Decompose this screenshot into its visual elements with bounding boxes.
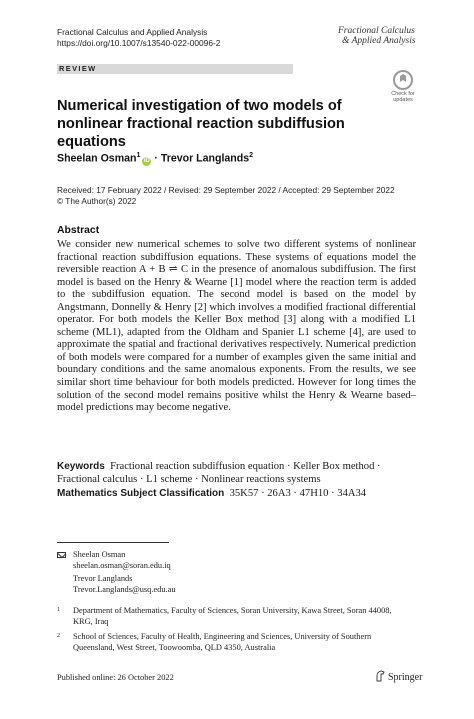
msc-label: Mathematics Subject Classification: [57, 488, 225, 499]
abstract-text: We consider new numerical schemes to solve two different systems of nonlinear fractional reaction subdiffusion equations. These systems of equations model the reversible reaction A + B ⇌ C in the presence of anomalous subdiffusion. The first model is based on the Henry & Wearne [1] model where the reaction term is added to the subdiffusion equation. The second model is based on the model by Angstmann, Donnelly & Henry [2] which involves a modified fractional differential operator. For both models the Keller Box method [3] along with a modified L1 scheme (ML1), adapted from the Oldham and Spanier L1 scheme [4], are used to approximate the spatial and fractional derivatives respectively. Numerical prediction of both models were compared for a number of examples given the same initial and boundary conditions and the same anomalous exponents. From the results, we see similar short time behaviour for both models predicted. However for long times the solution of the second model remains positive whilst the Henry & Wearne based–model predictions may become negative.: [57, 239, 416, 414]
envelope-icon: [57, 552, 66, 558]
check-updates-icon: [393, 70, 413, 90]
author-1[interactable]: Sheelan Osman: [57, 152, 137, 165]
author-2-affil: 2: [249, 152, 254, 159]
check-for-updates-button[interactable]: [386, 70, 420, 102]
published-date: Published online: 26 October 2022: [57, 673, 174, 682]
date-line: Received: 17 February 2022 / Revised: 29 September 2022 / Accepted: 29 September 2022: [57, 185, 395, 195]
corresponding-contact: [57, 550, 176, 595]
author-2[interactable]: Trevor Langlands: [160, 152, 250, 165]
section-label: REVIEW: [59, 64, 97, 73]
author-list: [57, 149, 253, 166]
author-separator: ·: [151, 152, 161, 165]
affiliation-2: [57, 632, 409, 653]
msc-classification: [57, 487, 366, 500]
journal-header: [57, 27, 220, 49]
keywords-text: Fractional reaction subdiffusion equation · Keller Box method · Fractional calculus · L1 scheme · Nonlinear reactions systems: [57, 461, 381, 485]
contact-email-1[interactable]: sheelan.osman@soran.edu.iq: [73, 560, 171, 570]
msc-codes: 35K57 · 26A3 · 47H10 · 34A34: [229, 488, 367, 499]
history-dates: [57, 185, 395, 207]
journal-logo: [338, 26, 422, 56]
affiliation-2-number: 2: [57, 633, 60, 639]
contact-name-1: Sheelan Osman: [73, 550, 126, 559]
affiliation-1: [57, 606, 409, 627]
footnote-rule: [57, 542, 169, 543]
affiliation-1-number: 1: [57, 607, 60, 613]
orcid-icon[interactable]: iD: [143, 157, 150, 164]
publisher-logo: [375, 670, 422, 683]
abstract-heading: Abstract: [57, 225, 100, 236]
affiliation-2-text: School of Sciences, Faculty of Health, Engineering and Sciences, University of Southern Queensland, West Street, Toowoomba, QLD 4350, Australia: [73, 632, 372, 652]
check-updates-line1: Check for: [391, 91, 415, 97]
contact-name-2: Trevor Langlands: [73, 574, 133, 584]
springer-horse-icon: [375, 670, 386, 682]
logo-line-2: & Applied Analysis: [342, 36, 416, 46]
journal-name: Fractional Calculus and Applied Analysis: [57, 27, 208, 37]
check-updates-line2: updates: [393, 97, 413, 103]
logo-line-1: Fractional Calculus: [338, 26, 415, 36]
keywords: [57, 461, 417, 486]
copyright-line: © The Author(s) 2022: [57, 196, 137, 206]
author-1-affil: 1: [136, 152, 141, 159]
keywords-label: Keywords: [57, 461, 105, 472]
contact-email-2[interactable]: Trevor.Langlands@usq.edu.au: [73, 584, 176, 594]
doi-link[interactable]: https://doi.org/10.1007/s13540-022-00096-2: [57, 38, 221, 48]
paper-title: Numerical investigation of two models of nonlinear fractional reaction subdiffusion equations: [57, 98, 345, 150]
affiliation-1-text: Department of Mathematics, Faculty of Sciences, Soran University, Kawa Street, Soran 44008, KRG, Iraq: [73, 606, 392, 626]
publisher-name: Springer: [388, 672, 423, 683]
